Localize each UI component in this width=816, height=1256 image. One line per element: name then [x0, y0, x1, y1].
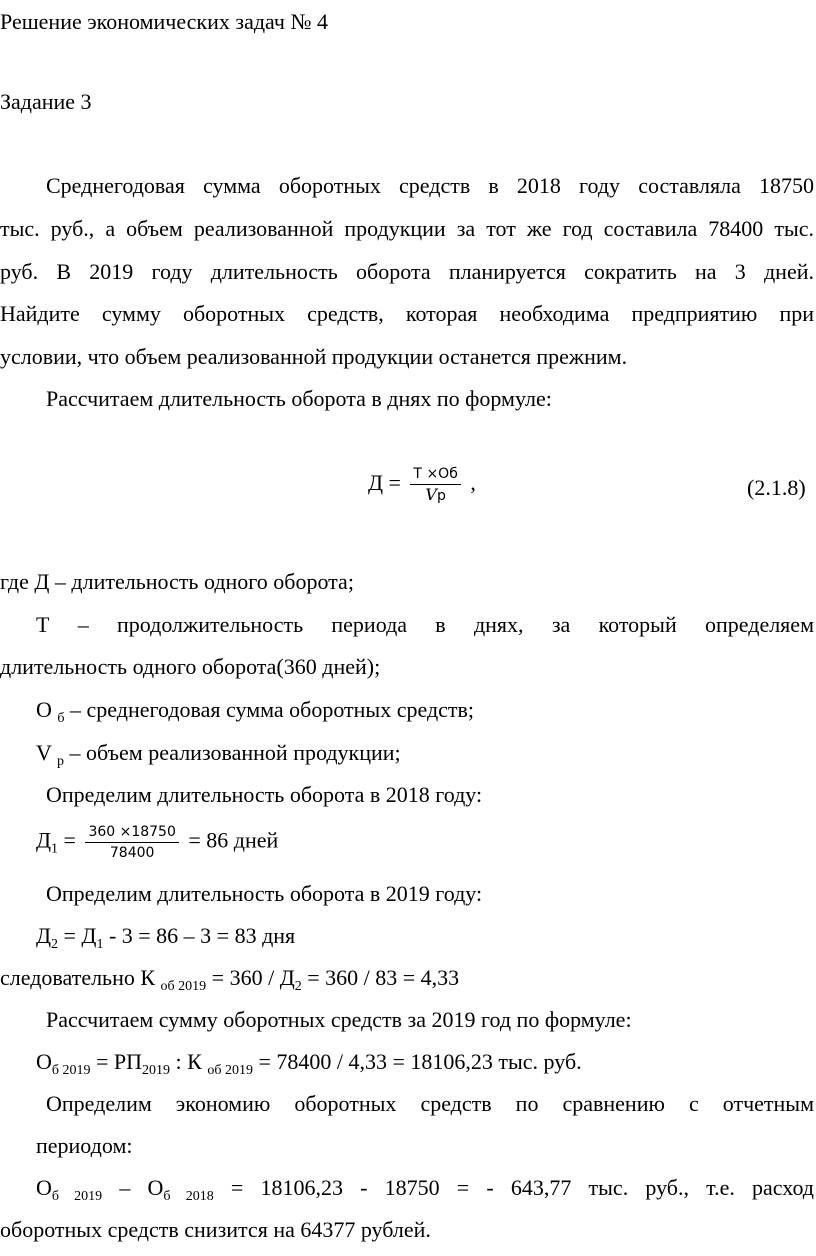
step-4-line-2: периодом: [36, 1133, 133, 1158]
d2-equation: $Д_2 = Д_1 - 3 = 86 - 3 = 83$ дня [36, 923, 296, 952]
problem-line-5: условии, что объем реализованной продукции останется прежним. [0, 344, 628, 369]
problem-line-1: Среднегодовая сумма оборотных средств в 2018 году составляла 18750 [46, 173, 814, 198]
step-1: Определим длительность оборота в 2018 году: [46, 782, 483, 807]
problem-line-2: тыс. руб., а объем реализованной продукции за тот же год составила 78400 тыс. [0, 216, 814, 241]
ob-definition: О $_б$ – среднегодовая сумма оборотных средств; [36, 697, 475, 726]
calc-intro: Рассчитаем длительность оборота в днях по формуле: [46, 386, 552, 411]
problem-line-3: руб. В 2019 году длительность оборота планируется сократить на 3 дней. [0, 259, 814, 284]
step-3: Рассчитаем сумму оборотных средств за 2019 год по формуле: [46, 1007, 632, 1032]
final-line-2: оборотных средств снизится на 64377 рублей. [0, 1217, 431, 1242]
t-line-1: Т – продолжительность периода в днях, за который определяем [36, 612, 814, 637]
formula-fraction [410, 464, 460, 506]
d1-equation: $Д_1$ = $\frac{360 \times 18750}{78400}$ = 86 дней [36, 824, 279, 861]
formula-comma: , [470, 470, 476, 496]
formula-denominator: Vр [425, 485, 446, 504]
problem-line-4: Найдите сумму оборотных средств, которая необходима предприятию при [0, 301, 814, 326]
final-equation: $О_{б 2019} - О_{б 2018} = 18106,23 - 18750$ = - 643,77 тыс. руб., т.е. расход [36, 1175, 815, 1204]
task-heading: Задание 3 [0, 89, 92, 114]
formula-lhs: Д = [368, 470, 401, 496]
formula-number: (2.1.8) [747, 475, 806, 500]
where-line: где Д – длительность одного оборота; [0, 569, 354, 594]
k-equation: следовательно К $_{об 2019} = 360 / Д_2 = 360 / 83 = 4,33$ [0, 965, 460, 994]
formula-numerator: Т ×Об [410, 464, 460, 485]
vp-definition: V $_р$ – объем реализованной продукции; [36, 740, 401, 769]
d1-fraction: $\frac{360 \times 18750}{78400}$ [85, 822, 178, 863]
step-4-line-1: Определим экономию оборотных средств по сравнению с отчетным [46, 1091, 814, 1116]
ob2019-equation: $О_{б 2019} = РП_{2019}$ : К $_{об 2019}$ = 78400 / 4,33 = 18106,23 тыс. руб. [36, 1049, 582, 1078]
step-2: Определим длительность оборота в 2019 году: [46, 881, 483, 906]
page-title: Решение экономических задач № 4 [0, 9, 328, 34]
formula-block [368, 464, 476, 506]
t-line-2: длительность одного оборота(360 дней); [0, 654, 381, 679]
